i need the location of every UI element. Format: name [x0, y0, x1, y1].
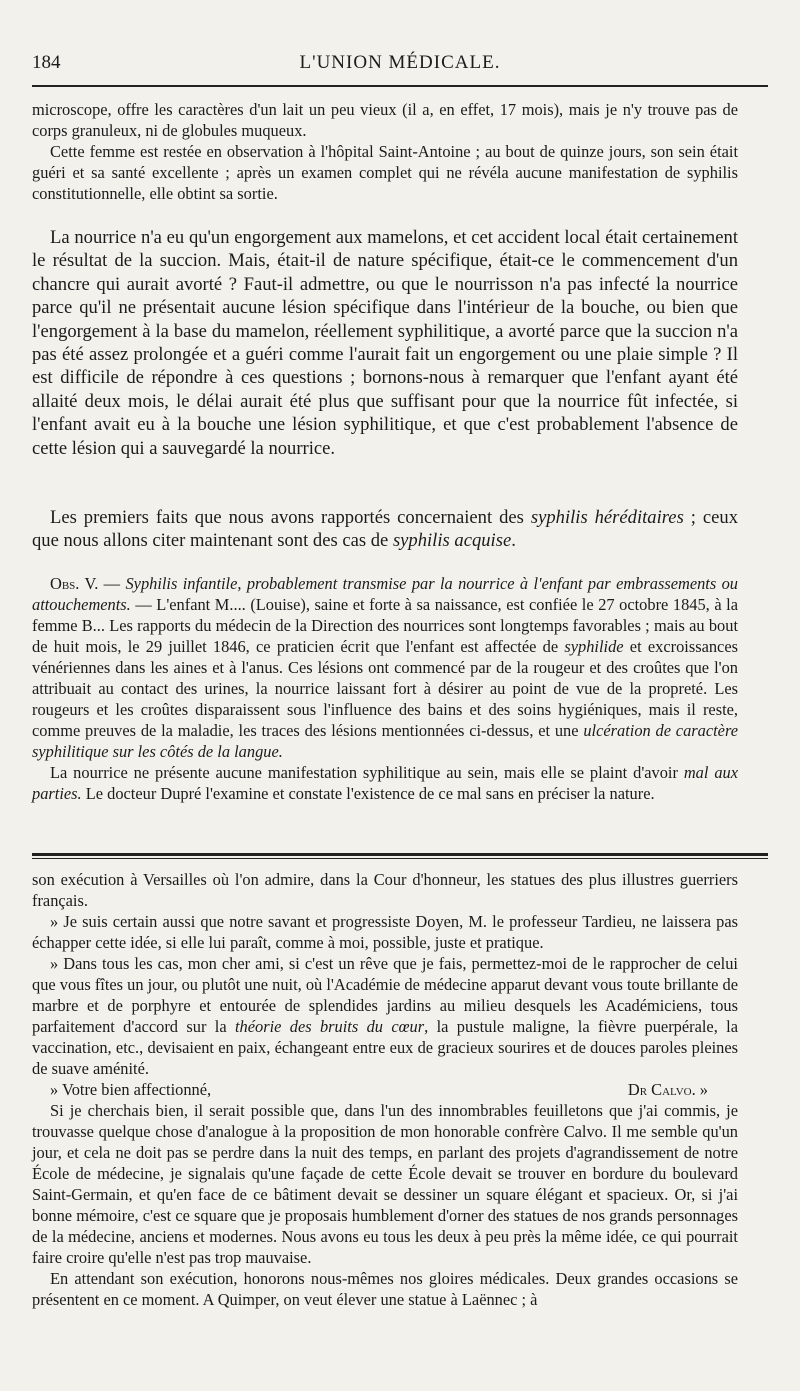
feuilleton-paragraph-commentary: Si je cherchais bien, il serait possible que, dans l'un des innombrables feuilletons que j'ai commis, je trouvasse quelque chose d'analogue à la proposition de mon honorable confrère Calvo. Il me semble qu'un jour, et cela ne doit pas se perdre dans la nuit des temps, en parlant des projets d'agrandissement de notre École de médecine, je signalais qu'une façade de cette École devait se trouver en bordure du boulevard Saint-Germain, et qu'en face de ce bâtiment devait se dessiner un square élégant et spacieux. Or, si j'ai bonne mémoire, c'est ce square que je proposais humblement d'orner des statues de nos grands personnages de la médecine, anciens et modernes. Nous avons eu tous les deux à peu près la même idée, ce qui pourrait faire croire qu'elle n'est pas trop mauvaise. [32, 1101, 738, 1267]
paragraph-observation: Cette femme est restée en observation à l'hôpital Saint-Antoine ; au bout de quinze jours, son sein était guéri et sa santé excellente ; après un examen complet qui ne révéla aucune manifestation de syphilis constitutionnelle, elle obtint sa sortie. [32, 142, 738, 203]
observation-section [32, 573, 738, 804]
text-segment: Les premiers faits que nous avons rapportés concernaient des [50, 507, 531, 528]
observation-v [32, 573, 738, 762]
observation-v-continued [32, 762, 738, 804]
page-number: 184 [32, 52, 61, 73]
emphasis-hereditaires: syphilis héréditaires [530, 507, 684, 528]
emphasis-mal-aux-parties: mal aux parties. [32, 763, 738, 803]
transition-section [32, 506, 738, 553]
page-header [32, 52, 768, 78]
feuilleton-rule-bottom [32, 858, 768, 859]
top-section-large [32, 226, 738, 460]
running-title: L'UNION MÉDICALE. [299, 52, 501, 73]
observation-title: Syphilis infantile, probablement transmise par la nourrice à l'enfant par embrassements ou attouchements. [32, 574, 738, 614]
text-segment: Le docteur Dupré l'examine et constate l'existence de ce mal sans en préciser la nature. [81, 784, 655, 803]
feuilleton-rule-top [32, 853, 768, 856]
paragraph-microscope: microscope, offre les caractères d'un lait un peu vieux (il a, en effet, 17 mois), mais je n'y trouve pas de corps granuleux, ni de globules muqueux. [32, 100, 738, 140]
feuilleton-paragraph-quimper: En attendant son exécution, honorons nous-mêmes nos gloires médicales. Deux grandes occasions se présentent en ce moment. A Quimper, on veut élever une statue à Laënnec ; à [32, 1269, 738, 1309]
text-segment: et excroissances vénériennes dans les aines et à l'anus. Ces lésions ont commencé par de la rougeur et des croûtes que l'on attribuait au contact des urines, la nourrice laissant fort à désirer au point de vue de la propreté. Les rougeurs et les croûtes disparaissent sous l'influence des bains et des soins hygiéniques, mais il reste, comme preuves de la maladie, les traces des lésions mentionnées ci-dessus, et une [32, 637, 738, 740]
emphasis-ulceration: ulcération de caractère syphilitique sur les côtés de la langue. [32, 721, 738, 761]
paragraph-nourrice: La nourrice n'a eu qu'un engorgement aux mamelons, et cet accident local était certainement le résultat de la succion. Mais, était-il de nature spécifique, était-ce le commencement d'un chancre qui aurait avorté ? Faut-il admettre, ou que le nourrisson n'a pas infecté la nourrice parce qu'il ne présentait aucune lésion spécifique dans l'intérieur de la bouche, ou bien que l'engorgement à la base du mamelon, réellement syphilitique, a avorté parce que la succion n'a pas été assez prolongée et a guéri comme l'aurait fait un engorgement ou une plaie simple ? Il est difficile de répondre à ces questions ; bornons-nous à remarquer que l'enfant ayant été allaité deux mois, le délai aurait été plus que suffisant pour que la nourrice fût infectée, si l'enfant avait eu à la bouche une lésion syphilitique, et que c'est probablement l'absence de cette lésion qui a sauvegardé la nourrice. [32, 227, 738, 459]
top-section-small [32, 99, 738, 204]
header-rule [32, 85, 768, 87]
feuilleton-paragraph-versailles: son exécution à Versailles où l'on admire, dans la Cour d'honneur, les statues des plus illustres guerriers français. [32, 870, 738, 910]
feuilleton-paragraph-doyen: » Je suis certain aussi que notre savant et progressiste Doyen, M. le professeur Tardieu, ne laissera pas échapper cette idée, si elle lui paraît, comme à moi, possible, juste et pratique. [32, 912, 738, 952]
feuilleton-section [32, 869, 738, 1310]
paragraph-premiers-faits [32, 506, 738, 553]
letter-closing: » Votre bien affectionné, [50, 1080, 212, 1099]
text-segment: ; ceux que nous allons citer maintenant sont des cas de [32, 507, 738, 552]
emphasis-acquise: syphilis acquise [392, 530, 512, 552]
letter-signature-line [32, 1079, 738, 1100]
letter-signature: Dr Calvo. » [627, 1080, 708, 1099]
emphasis-bruits-du-coeur: théorie des bruits du cœur [234, 1017, 425, 1036]
emphasis-syphilide: syphilide [564, 637, 624, 656]
feuilleton-paragraph-reve [32, 953, 738, 1079]
text-segment: » Dans tous les cas, mon cher ami, si c'est un rêve que je fais, permettez-moi de le rapprocher de celui que vous fîtes un jour, ou plutôt une nuit, où l'Académie de médecine apparut devant vous toute brillante de marbre et de porphyre et entourée de splendides jardins au milieu desquels les Académiciens, tous parfaitement d'accord sur la [32, 954, 738, 1036]
text-segment: — L'enfant M.... (Louise), saine et forte à sa naissance, est confiée le 27 octobre 1845, à la femme B... Les rapports du médecin de la Direction des nourrices sont longtemps favorables ; mais au bout de huit mois, le 29 juillet 1846, ce praticien écrit que l'enfant est affectée de [32, 595, 738, 656]
text-segment: , la pustule maligne, la fièvre puerpérale, la vaccination, etc., devisaient en paix, échangeant entre eux de gracieux sourires et de douces paroles pleines de suave aménité. [32, 1017, 738, 1078]
text-segment: . [511, 530, 516, 552]
text-segment: La nourrice ne présente aucune manifestation syphilitique au sein, mais elle se plaint d'avoir [50, 763, 684, 782]
observation-label: Obs. V. [50, 574, 99, 593]
text-segment: — [98, 574, 126, 593]
